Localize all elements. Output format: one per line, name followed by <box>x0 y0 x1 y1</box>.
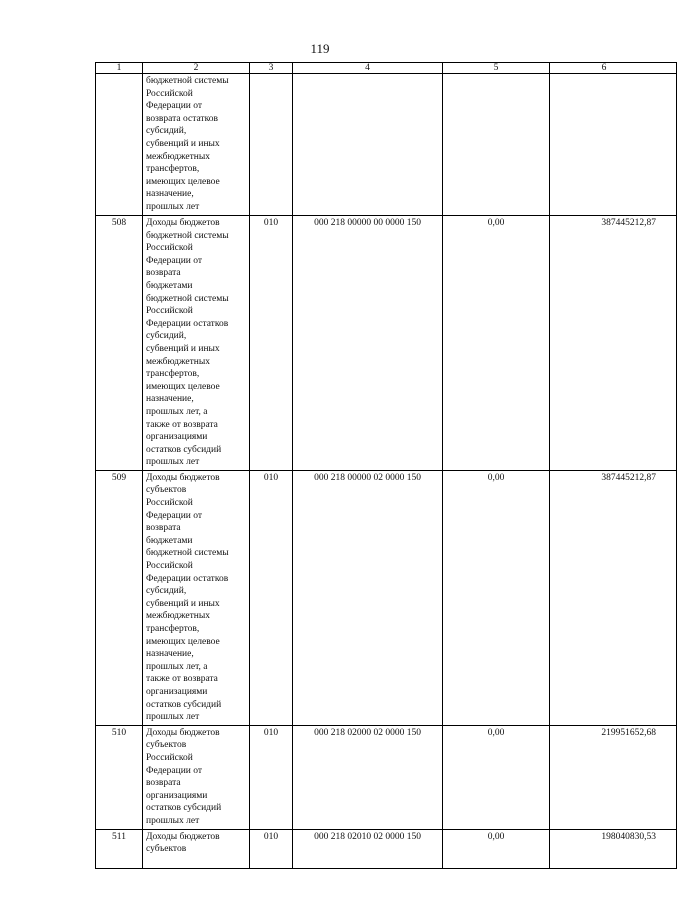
row-plan: 0,00 <box>443 216 550 471</box>
table-row <box>96 216 677 471</box>
row-code <box>250 74 293 216</box>
row-description: Доходы бюджетов бюджетной системы Российской Федерации от возврата бюджетами бюджетной системы Российской Федерации остатков субсидий, субвенций и иных межбюджетных трансфертов, имеющих целевое назначение, прошлых лет, а также от возврата организациями остатков субсидий прошлых лет <box>143 216 250 471</box>
row-classifier: 000 218 02000 02 0000 150 <box>293 725 443 829</box>
row-code: 010 <box>250 216 293 471</box>
row-classifier: 000 218 00000 02 0000 150 <box>293 470 443 725</box>
row-plan: 0,00 <box>443 470 550 725</box>
header-row <box>96 63 677 74</box>
row-classifier: 000 218 02010 02 0000 150 <box>293 829 443 868</box>
column-header-5: 5 <box>443 63 550 74</box>
row-number: 508 <box>96 216 143 471</box>
row-description: Доходы бюджетов субъектов Российской Федерации от возврата бюджетами бюджетной системы Российской Федерации остатков субсидий, субвенций и иных межбюджетных трансфертов, имеющих целевое назначение, прошлых лет, а также от возврата организациями остатков субсидий прошлых лет <box>143 470 250 725</box>
row-number: 511 <box>96 829 143 868</box>
row-description: бюджетной системы Российской Федерации от возврата остатков субсидий, субвенций и иных межбюджетных трансфертов, имеющих целевое назначение, прошлых лет <box>143 74 250 216</box>
column-header-2: 2 <box>143 63 250 74</box>
column-header-4: 4 <box>293 63 443 74</box>
table-row <box>96 725 677 829</box>
row-code: 010 <box>250 470 293 725</box>
page-number: 119 <box>310 41 330 56</box>
row-plan <box>443 74 550 216</box>
row-code: 010 <box>250 829 293 868</box>
row-executed: 219951652,68 <box>550 725 677 829</box>
row-executed: 198040830,53 <box>550 829 677 868</box>
row-executed: 387445212,87 <box>550 470 677 725</box>
row-classifier <box>293 74 443 216</box>
row-number: 509 <box>96 470 143 725</box>
row-description: Доходы бюджетов субъектов <box>143 829 250 868</box>
table-row <box>96 470 677 725</box>
column-header-6: 6 <box>550 63 677 74</box>
row-plan: 0,00 <box>443 829 550 868</box>
column-header-3: 3 <box>250 63 293 74</box>
row-description: Доходы бюджетов субъектов Российской Федерации от возврата организациями остатков субсидий прошлых лет <box>143 725 250 829</box>
row-classifier: 000 218 00000 00 0000 150 <box>293 216 443 471</box>
row-executed <box>550 74 677 216</box>
row-executed: 387445212,87 <box>550 216 677 471</box>
row-code: 010 <box>250 725 293 829</box>
column-header-1: 1 <box>96 63 143 74</box>
budget-table <box>95 62 677 869</box>
row-number <box>96 74 143 216</box>
table-row <box>96 74 677 216</box>
row-plan: 0,00 <box>443 725 550 829</box>
row-number: 510 <box>96 725 143 829</box>
table-row <box>96 829 677 868</box>
